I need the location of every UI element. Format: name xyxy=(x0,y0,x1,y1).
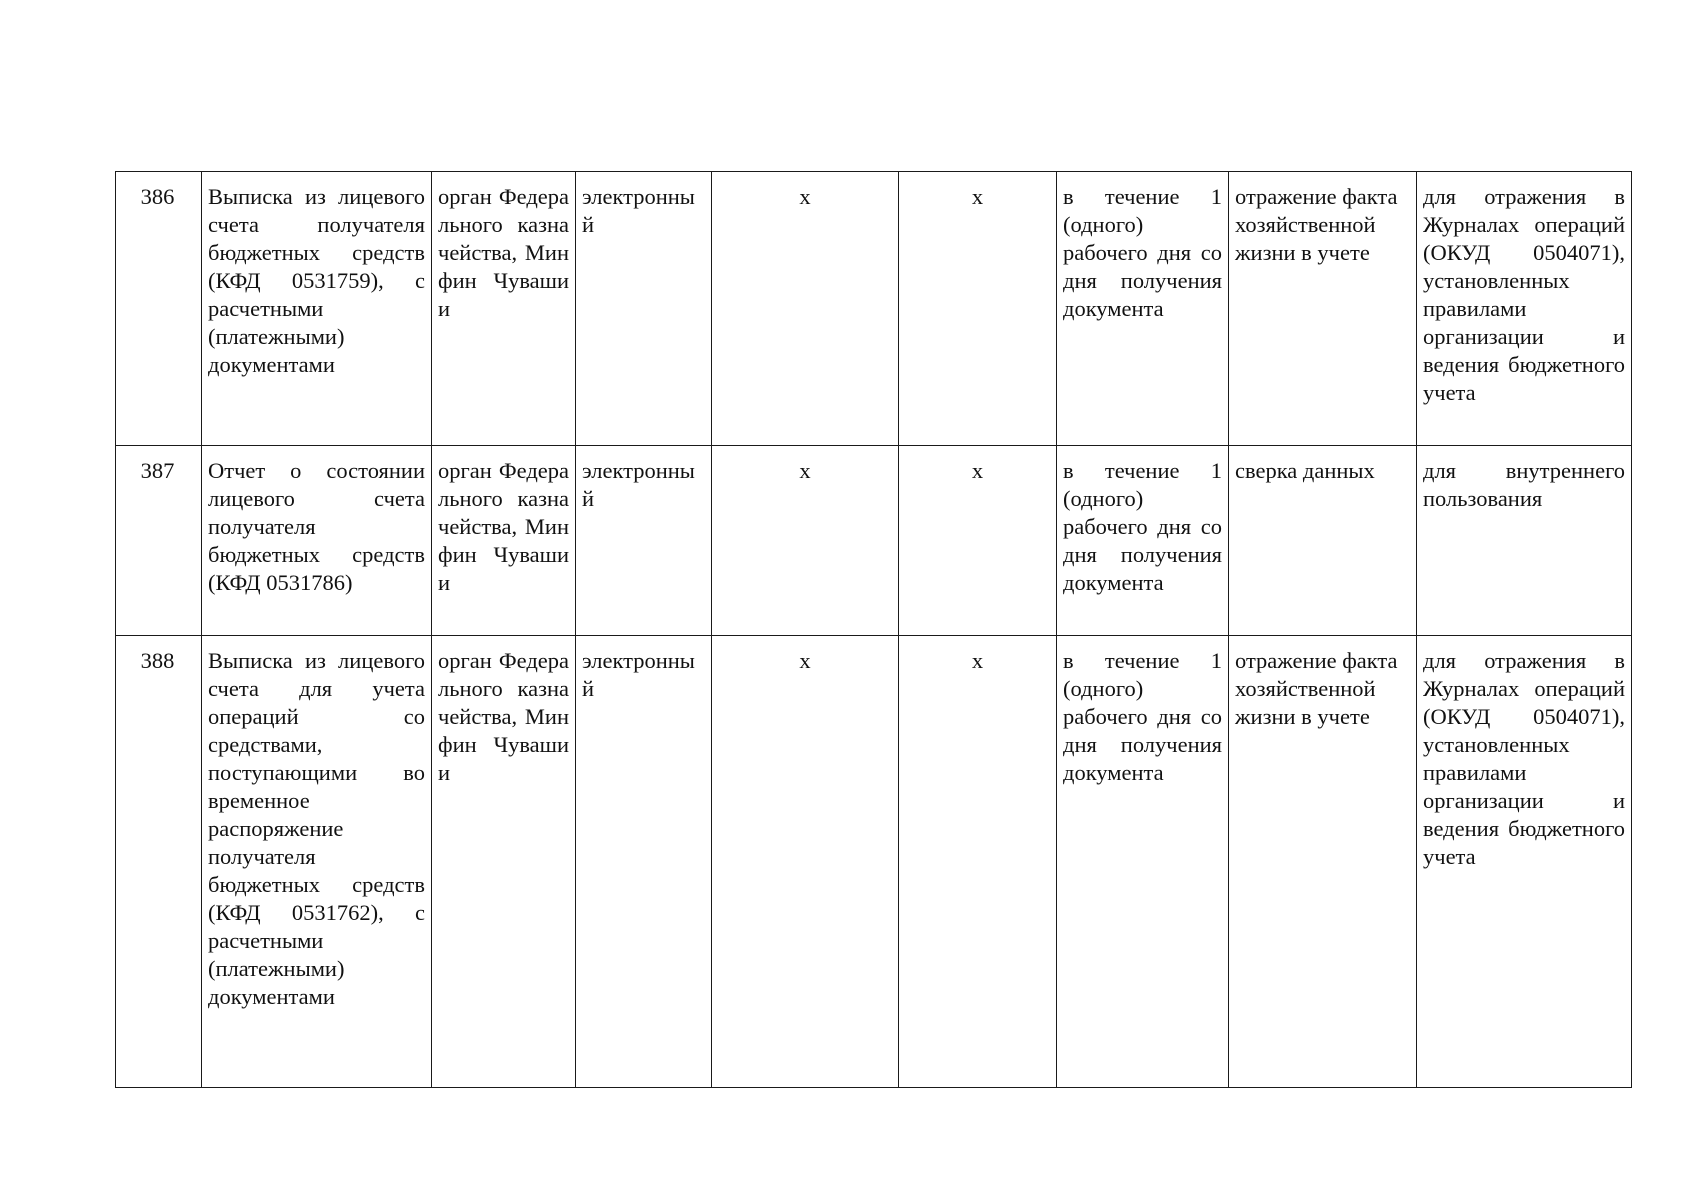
processing-term: в течение 1 (одного) рабочего дня со дня получения документа xyxy=(1057,446,1229,636)
document-source: орган Федерального казначейства, Минфин Чувашии xyxy=(432,636,576,1088)
document-form: электронный xyxy=(576,446,712,636)
table-row xyxy=(116,446,1632,636)
document-name: Выписка из лицевого счета для учета операций со средствами, поступающими во временное распоряжение получателя бюджетных средств (КФД 0531762), с расчетными (платежными) документами xyxy=(202,636,432,1088)
document-table xyxy=(115,171,1632,1088)
cell-x: x xyxy=(712,636,899,1088)
row-number: 386 xyxy=(116,172,202,446)
document-purpose: отражение факта хозяйственной жизни в учете xyxy=(1229,636,1417,1088)
cell-x: x xyxy=(899,446,1057,636)
cell-x: x xyxy=(712,446,899,636)
cell-x: x xyxy=(712,172,899,446)
cell-x: x xyxy=(899,172,1057,446)
document-name: Отчет о состоянии лицевого счета получателя бюджетных средств (КФД 0531786) xyxy=(202,446,432,636)
document-source: орган Федерального казначейства, Минфин Чувашии xyxy=(432,446,576,636)
row-number: 387 xyxy=(116,446,202,636)
document-purpose: сверка данных xyxy=(1229,446,1417,636)
cell-x: x xyxy=(899,636,1057,1088)
table-row xyxy=(116,172,1632,446)
table-row xyxy=(116,636,1632,1088)
document-note: для отражения в Журналах операций (ОКУД 0504071), установленных правилами организации и ведения бюджетного учета xyxy=(1417,636,1632,1088)
processing-term: в течение 1 (одного) рабочего дня со дня получения документа xyxy=(1057,172,1229,446)
document-note: для отражения в Журналах операций (ОКУД 0504071), установленных правилами организации и ведения бюджетного учета xyxy=(1417,172,1632,446)
processing-term: в течение 1 (одного) рабочего дня со дня получения документа xyxy=(1057,636,1229,1088)
document-purpose: отражение факта хозяйственной жизни в учете xyxy=(1229,172,1417,446)
document-source: орган Федерального казначейства, Минфин Чувашии xyxy=(432,172,576,446)
document-form: электронный xyxy=(576,172,712,446)
row-number: 388 xyxy=(116,636,202,1088)
document-name: Выписка из лицевого счета получателя бюджетных средств (КФД 0531759), с расчетными (платежными) документами xyxy=(202,172,432,446)
document-note: для внутреннего пользования xyxy=(1417,446,1632,636)
document-form: электронный xyxy=(576,636,712,1088)
